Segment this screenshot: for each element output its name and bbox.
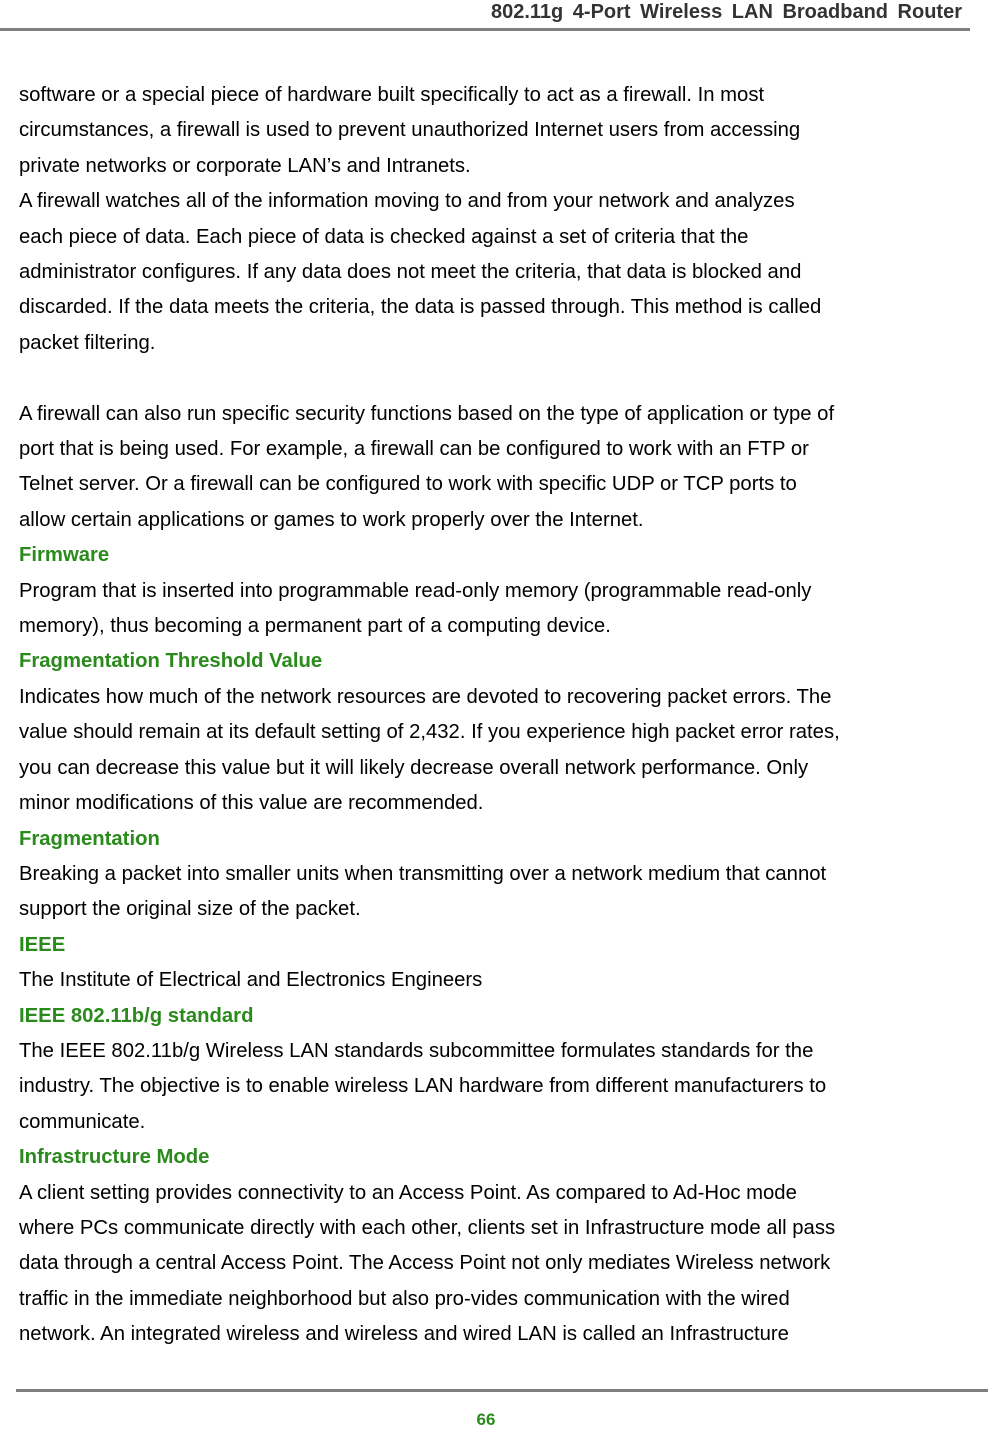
body-line: port that is being used. For example, a firewall can be configured to work with an FTP or — [19, 438, 809, 461]
body-line: Indicates how much of the network resources are devoted to recovering packet errors. The — [19, 685, 832, 708]
body-line: Breaking a packet into smaller units when transmitting over a network medium that cannot — [19, 862, 827, 885]
body-line: minor modifications of this value are recommended. — [19, 792, 484, 815]
body-line: network. An integrated wireless and wireless and wired LAN is called an Infrastructure — [19, 1323, 789, 1346]
term-ieee: IEEE — [19, 933, 66, 956]
term-infrastructure-mode: Infrastructure Mode — [19, 1146, 210, 1169]
document-body — [19, 78, 969, 1353]
body-line: traffic in the immediate neighborhood but also pro-vides communication with the wired — [19, 1287, 790, 1310]
page-header-title: 802.11g 4-Port Wireless LAN Broadband Router — [490, 1, 962, 23]
term-ieee-standard: IEEE 802.11b/g standard — [19, 1004, 254, 1027]
body-line: you can decrease this value but it will likely decrease overall network performance. Only — [19, 756, 809, 779]
body-line: packet filtering. — [19, 331, 156, 354]
body-line: A firewall can also run specific security functions based on the type of application or type of — [19, 402, 835, 425]
body-line: memory), thus becoming a permanent part of a computing device. — [19, 615, 611, 638]
term-firmware: Firmware — [19, 544, 110, 567]
paragraph-spacer — [19, 361, 969, 396]
header-divider — [0, 28, 970, 31]
body-line: The Institute of Electrical and Electronics Engineers — [19, 969, 483, 992]
body-line: support the original size of the packet. — [19, 898, 361, 921]
term-fragmentation: Fragmentation — [19, 827, 160, 850]
body-line: communicate. — [19, 1110, 146, 1133]
body-line: The IEEE 802.11b/g Wireless LAN standards subcommittee formulates standards for the — [19, 1039, 814, 1062]
body-line: administrator configures. If any data does not meet the criteria, that data is blocked and — [19, 261, 802, 284]
body-line: private networks or corporate LAN’s and Intranets. — [19, 154, 471, 177]
page-number: 66 — [476, 1410, 496, 1429]
body-line: data through a central Access Point. The Access Point not only mediates Wireless network — [19, 1252, 831, 1275]
footer-divider — [16, 1389, 988, 1392]
term-fragmentation-threshold-value: Fragmentation Threshold Value — [19, 650, 323, 673]
body-line: Program that is inserted into programmable read-only memory (programmable read-only — [19, 579, 812, 602]
body-line: each piece of data. Each piece of data is checked against a set of criteria that the — [19, 225, 749, 248]
body-line: circumstances, a firewall is used to prevent unauthorized Internet users from accessing — [19, 119, 801, 142]
body-line: A client setting provides connectivity to an Access Point. As compared to Ad-Hoc mode — [19, 1181, 797, 1204]
body-line: industry. The objective is to enable wireless LAN hardware from different manufacturers to — [19, 1075, 827, 1098]
body-line: value should remain at its default setting of 2,432. If you experience high packet error rates, — [19, 721, 840, 744]
body-line: software or a special piece of hardware built specifically to act as a firewall. In most — [19, 84, 765, 106]
body-line: A firewall watches all of the information moving to and from your network and analyzes — [19, 190, 795, 213]
body-line: discarded. If the data meets the criteria, the data is passed through. This method is called — [19, 296, 822, 319]
body-line: Telnet server. Or a firewall can be configured to work with specific UDP or TCP ports to — [19, 473, 797, 496]
body-line: allow certain applications or games to work properly over the Internet. — [19, 508, 644, 531]
body-line: where PCs communicate directly with each other, clients set in Infrastructure mode all pass — [19, 1216, 836, 1239]
